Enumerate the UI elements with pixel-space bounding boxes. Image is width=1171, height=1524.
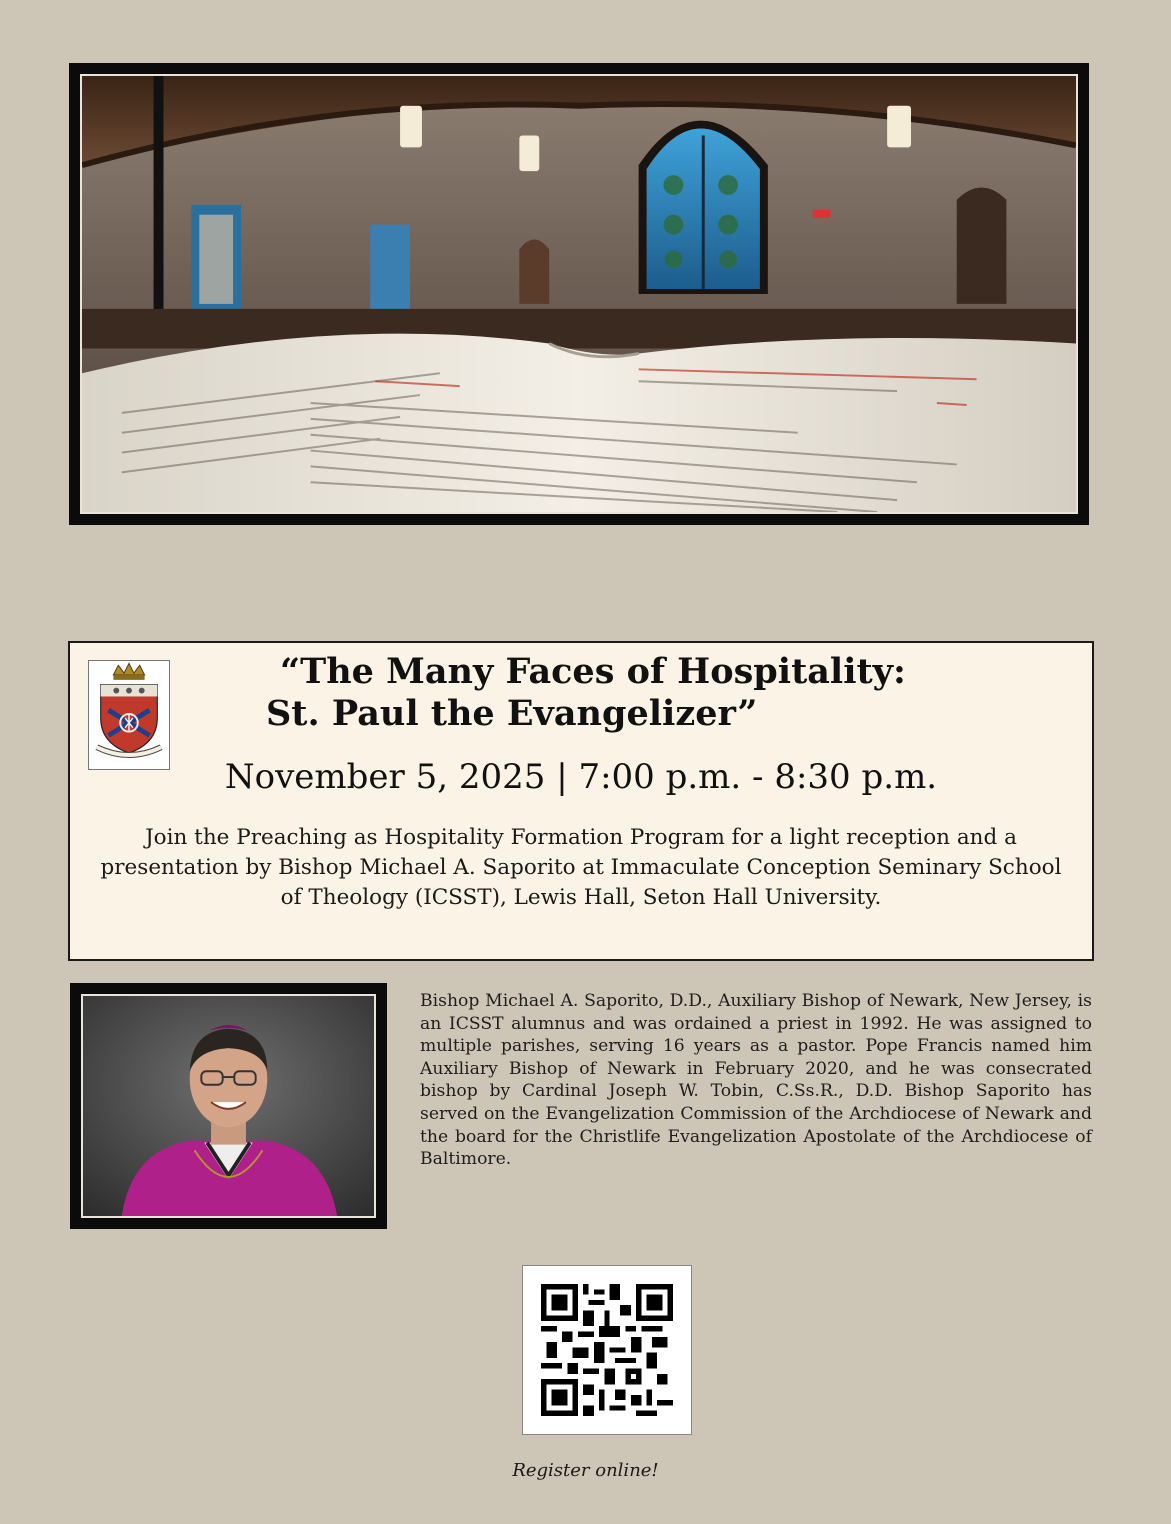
event-date-time: November 5, 2025 | 7:00 p.m. - 8:30 p.m. (224, 757, 938, 797)
event-description: Join the Preaching as Hospitality Formation Program for a light reception and a presentation by Bishop Michael A. Saporito at Immaculate Conception Seminary School of Theology (ICSST), Lewis Hall, Seton Hall University. (100, 825, 1062, 910)
hero-photo-frame (69, 63, 1089, 525)
bishop-portrait-photo (81, 994, 376, 1218)
register-online-caption: Register online! (512, 1460, 659, 1481)
event-info-box (68, 641, 1094, 961)
bishop-biography: Bishop Michael A. Saporito, D.D., Auxiliary Bishop of Newark, New Jersey, is an ICSST alumnus and was ordained a priest in 1992. He was assigned to multiple parishes, serving 16 years as a pastor. Pope Francis named him Auxiliary Bishop of Newark in February 2020, and he was consecrated bishop by Cardinal Joseph W. Tobin, C.Ss.R., D.D. Bishop Saporito has served on the Evangelization Commission of the Archdiocese of Newark and the board for the Christlife Evangelization Apostolate of the Archdiocese of Baltimore. (420, 991, 1092, 1170)
qr-code-icon[interactable] (522, 1265, 692, 1435)
event-title-line-2: St. Paul the Evangelizer” (266, 693, 758, 734)
event-title-line-1: “The Many Faces of Hospitality: (280, 651, 906, 692)
chapel-lectionary-photo (80, 74, 1078, 514)
bishop-portrait-frame (70, 983, 387, 1229)
